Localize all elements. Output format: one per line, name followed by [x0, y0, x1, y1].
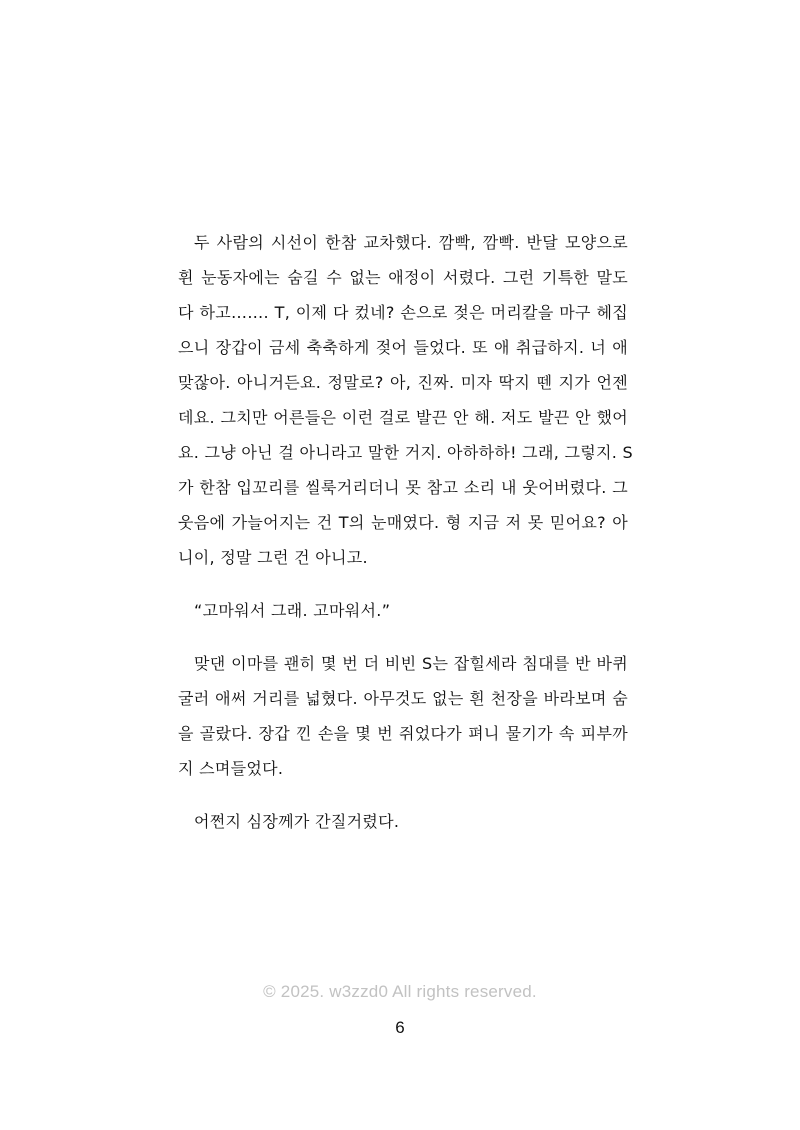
- text-line: 두 사람의 시선이 한참 교차했다. 깜빡, 깜빡. 반달 모양으로: [194, 233, 628, 252]
- text-line: 어쩐지 심장께가 간질거렸다.: [194, 812, 400, 831]
- text-line: “고마워서 그래. 고마워서.”: [194, 601, 391, 620]
- text-line: 지 스며들었다.: [178, 759, 284, 778]
- text-line: 다 하고……. T, 이제 다 컸네? 손으로 젖은 머리칼을 마구 헤집: [178, 303, 628, 322]
- copyright-notice: © 2025. w3zzd0 All rights reserved.: [263, 982, 537, 1001]
- text-line: 으니 장갑이 금세 축축하게 젖어 들었다. 또 애 취급하지. 너 애: [178, 338, 628, 357]
- text-line: 굴러 애써 거리를 넓혔다. 아무것도 없는 흰 천장을 바라보며 숨: [178, 689, 628, 708]
- paragraph: [178, 804, 628, 839]
- text-line: 가 한참 입꼬리를 씰룩거리더니 못 참고 소리 내 웃어버렸다. 그: [178, 478, 628, 497]
- text-line: 을 골랐다. 장갑 낀 손을 몇 번 쥐었다가 펴니 물기가 속 피부까: [178, 724, 628, 743]
- text-line: 니이, 정말 그런 건 아니고.: [178, 548, 368, 567]
- paragraph: [178, 225, 633, 575]
- text-line: 맞댄 이마를 괜히 몇 번 더 비빈 S는 잡힐세라 침대를 반 바퀴: [194, 654, 628, 673]
- body-text: [178, 225, 633, 839]
- text-line: 요. 그냥 아닌 걸 아니라고 말한 거지. 아하하하! 그래, 그렇지. S: [178, 443, 633, 462]
- dialogue-paragraph: [178, 593, 628, 628]
- text-line: 데요. 그치만 어른들은 이런 걸로 발끈 안 해. 저도 발끈 안 했어: [178, 408, 628, 427]
- text-line: 휜 눈동자에는 숨길 수 없는 애정이 서렸다. 그런 기특한 말도: [178, 268, 628, 287]
- text-line: 맞잖아. 아니거든요. 정말로? 아, 진짜. 미자 딱지 뗀 지가 언젠: [178, 373, 628, 392]
- text-line: 웃음에 가늘어지는 건 T의 눈매였다. 형 지금 저 못 믿어요? 아: [178, 513, 628, 532]
- page-number: 6: [395, 1018, 405, 1037]
- paragraph: [178, 646, 628, 786]
